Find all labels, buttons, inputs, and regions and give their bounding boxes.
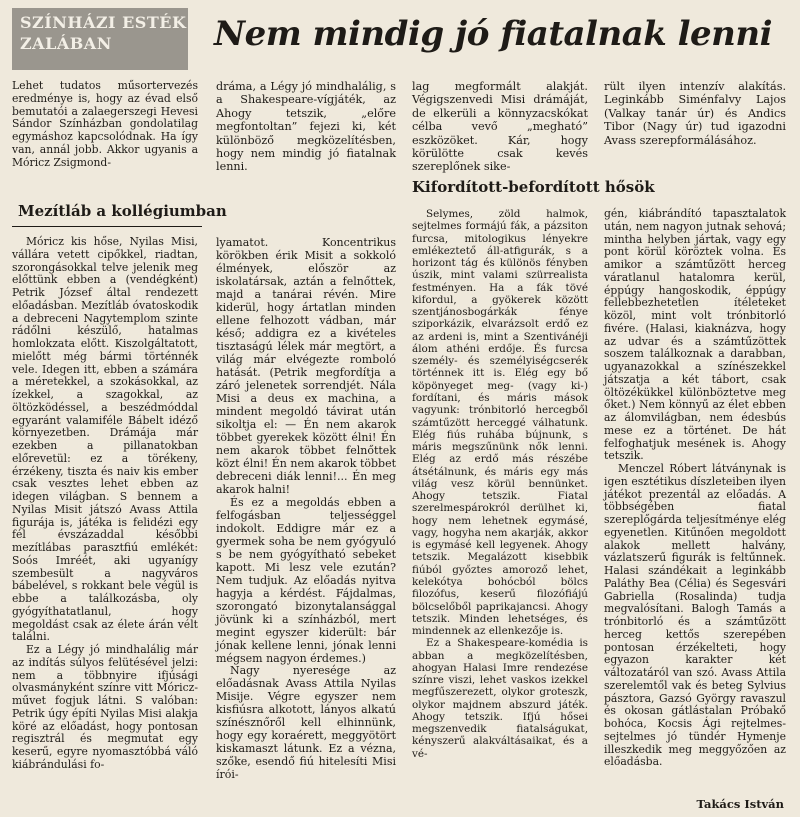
body-column-4 — [604, 208, 786, 769]
body-paragraph: Ez a Légy jó mindhalálig már az indítás súlyos felütésével jelzi: nem a többnyire ifjúsági olvasmányként színre vitt Móricz-művet fogjuk látni. S valóban: Petrik úgy építi Nyilas Misi alakja köré az előadást, hogy pontosan regisztrál és megmutat egy keserű, egyre nyomasztóbbá váló kiábrándulási fo- — [12, 643, 198, 771]
body-column-3 — [412, 208, 588, 760]
intro-paragraph: Lehet tudatos műsortervezés eredménye is, hogy az évad első bemutatói a zalaegerszegi Hevesi Sándor Színházban gondolatilag egymáshoz kapcsolódnak. Ha így van, annál jobb. Akkor ugyanis a Móricz Zsigmond- — [12, 79, 198, 169]
author-signature: Takács István — [696, 797, 784, 811]
intro-column-3 — [412, 80, 588, 174]
divider — [12, 226, 202, 227]
article-title: Nem mindig jó fiatalnak lenni — [214, 14, 773, 54]
body-column-2 — [216, 236, 396, 781]
column-rubric: SZÍNHÁZI ESTÉK ZALÁBAN — [12, 8, 188, 70]
subheading-middle: Kifordított-befordított hősök — [412, 178, 655, 196]
body-paragraph: És ez a megoldás ebben a felfogásban teljességgel indokolt. Eddigre már ez a gyermek soha be nem gyógyuló s be nem gyógyítható sebeket kapott. Mi lesz vele ezután? Nem tudjuk. Az előadás nyitva hagyja a kérdést. Fájdalmas, szorongató bizonytalansággal jövünk ki a színházból, mert megint egyszer kiderült: bár jónak kellene lenni, jónak lenni mégsem nagyon érdemes.) — [216, 495, 396, 665]
intro-paragraph: dráma, a Légy jó mindhalálig, s a Shakespeare-vígjáték, az Ahogy tetszik, „előre megfontoltan” fejezi ki, két különböző megközelítésben, hogy nem mindig jó fiatalnak lenni. — [216, 80, 396, 174]
intro-column-1 — [12, 80, 198, 169]
intro-column-4 — [604, 80, 786, 147]
intro-paragraph: lag megformált alakját. Végigszenvedi Misi drámáját, de elkerüli a könnyzacskókat célba vevő „megható” eszközöket. Kár, hogy körülötte csak kevés szereplőnek sike- — [412, 80, 588, 174]
body-paragraph: Móricz kis hőse, Nyilas Misi, vállára vetett cipőkkel, riadtan, szorongásokkal telve jelenik meg előttünk ebben a (vendégként) Petrik József által rendezett előadásban. Mezítláb óvatoskodik a debreceni Nagytemplom szinte rádőlni készülő, hatalmas homlokzata előtt. Kiszolgáltatott, mielőtt még bármi történnék vele. Idegen itt, ebben a számára a méretekkel, a szokásokkal, az ízekkel, a szagokkal, az öltözködéssel, a beszédmóddal egyaránt valamiféle Bábelt idéző környezetben. Drámája már ezekben a pillanatokban előrevetül: ez a törékeny, érzékeny, tiszta és naiv kis ember csak vesztes lehet ebben az idegen világban. S bennem a Nyilas Misit játszó Avass Attila figurája is, játéka is felidézi egy fél évszázaddal későbbi mezítlábas parasztfiú emlékét: Soós Imréét, aki ugyanígy szembesült a nagyváros bábelével, s rokkant bele végül is ebbe a találkozásba, oly gyógyíthatatlanul, hogy megoldást csak az élete árán vélt találni. — [12, 235, 198, 644]
body-paragraph: lyamatot. Koncentrikus körökben érik Misit a sokkoló élmények, először az iskolatársak, aztán a felnőttek, majd a tanárai révén. Mire kiderül, hogy ártatlan minden ellene felhozott vádban, már késő; addigra ez a kivételes tisztaságú lélek már megtört, a világ már elvégezte romboló hatását. (Petrik megfordítja a záró jelenetek sorrendjét. Nála Misi a deus ex machina, a mindent megoldó távirat után sikoltja el: — Én nem akarok többet gyerekek között élni! Én nem akarok többet felnőttek közt élni! Én nem akarok többet debreceni diák lenni!... Én meg akarok halni! — [216, 236, 396, 496]
intro-column-2 — [216, 80, 396, 174]
body-column-1 — [12, 236, 198, 772]
body-paragraph: Selymes, zöld halmok, sejtelmes formájú fák, a pázsiton furcsa, mitologikus lényekre emlékeztető áll-atfigurák, s a horizont tág és különös fényben úszik, mint valami szürrealista festményen. Ha a fák tövé kifordul, a gyökerek között szentjánosbogárkák fénye sziporkázik, elvarázsolt erdő ez az ardeni is, mint a Szentivánéji álom athéni erdője. És furcsa személy- és személyiségcserék történnek itt is. Elég egy bő köpönyeget meg- (vagy ki-) fordítani, és máris mások vagyunk: trónbitorló hercegből számtűzött herceggé válhatunk. Elég fiús ruhába bújnunk, s máris megszűnünk nők lenni. Elég az erdő más részébe átsétálnunk, és máris egy más világ vesz körül bennünket. Ahogy tetszik. Fiatal szerelmespárokról derülhet ki, hogy nem lehetnek egymásé, vagy, hogyha nem akarják, akkor is egymásé kell legyenek. Ahogy tetszik. Megalázott kisebbik fiúból győztes amoroző lehet, kelekótya bohócból bölcs filozófus, keserű filozófiájú bölcselőből paprikajancsi. Ahogy tetszik. Minden lehetséges, és mindennek az ellenkezője is. — [412, 208, 588, 638]
body-paragraph: Ez a Shakespeare-komédia is abban a megközelítésben, ahogyan Halasi Imre rendezése színre viszi, lehet vaskos izekkel megfűszerezett, olykor groteszk, olykor majdnem abszurd játék. Ahogy tetszik. Ifjú hősei megszenvedik fiatalságukat, kényszerű alakváltásaikat, és a vé- — [412, 637, 588, 760]
body-paragraph: Menczel Róbert látványnak is igen esztétikus díszleteiben ilyen játékot prezentál az előadás. A többségében fiatal szereplőgárda teljesítménye elég egyenetlen. Kitűnően megoldott alakok mellett halvány, vázlatszerű figurák is feltűnnek. Halasi szándékait a leginkább Paláthy Bea (Célia) és Segesvári Gabriella (Rosalinda) tudja megvalósítani. Balogh Tamás a trónbitorló és a számtűzött herceg kettős szerepében pontosan érzékelteti, hogy egyazon karakter két változatáról van szó. Avass Attila szerelemtől vak és beteg Sylvius pásztora, Gazsó György ravaszul és okosan gátlástalan Próbakő bohóca, Kocsis Ági rejtelmes-sejtelmes jó tündér Hymenje illeszkedik meg meggyőzően az előadásba. — [604, 462, 786, 769]
intro-paragraph: rült ilyen intenzív alakítás. Leginkább Siménfalvy Lajos (Valkay tanár úr) és Andics Tibor (Nagy úr) tud igazodni Avass szerepformálásához. — [604, 80, 786, 147]
subheading-left: Mezítláb a kollégiumban — [18, 202, 227, 220]
body-paragraph: gén, kiábrándító tapasztalatok után, nem nagyon jutnak sehová; mintha helyben jártak, vagy egy pont körül köröztek volna. És amikor a számtűzött herceg váratlanul hatalomra kerül, éppúgy hangoskodik, éppúgy fellebbezhetetlen ítéleteket közöl, mint volt trónbitorló fivére. (Halasi, kiaknázva, hogy az udvar és a számtűzöttek soszem találkoznak a darabban, ugyanazokkal a színészekkel játszatja a két tábort, csak öltözékükkel különböztetve meg őket.) Nem könnyű az élet ebben az álomvilágban, nem édesbús mese ez a történet. De hát felfoghatjuk mesének is. Ahogy tetszik. — [604, 207, 786, 463]
body-paragraph: Nagy nyeresége az előadásnak Avass Attila Nyilas Misije. Végre egyszer nem kisfiúsra alkotott, lányos alkatú színésznőről kell elhinnünk, hogy egy koraérett, meggyötört kiskamaszt látunk. Ez a vézna, szőke, esendő fiú hitelesíti Misi írói- — [216, 664, 396, 782]
